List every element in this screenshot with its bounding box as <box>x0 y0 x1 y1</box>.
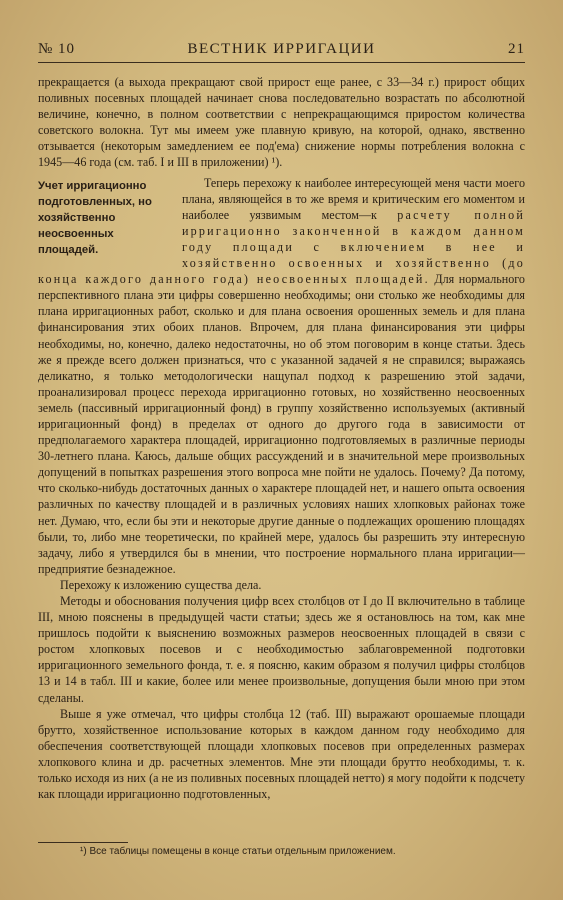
paragraph: Перехожу к изложению существа дела. <box>60 577 262 592</box>
paragraph-text: Теперь перехожу к наиболее интересующей меня части моего плана, являющейся в то же время и критическим его моментом и наиболее уязвимым местом—к <box>182 175 525 222</box>
spaced-emphasis-text: расчету полной ирригационно законченной в каждом данном году площади с включением в нее и хозяйственно освоенных и хозяйственно (до конца каждого данного года) неосвоенных площадей. <box>38 207 525 287</box>
marginal-heading: Учет ирригационно подготовленных, но хозяйственно неосвоенных площадей. <box>38 179 152 256</box>
paragraph-text: Для нормального перспективного плана эти цифры совершенно необходимы; они столько же необходимы для плана ирригационных работ, сколько и для плана освоения орошенных земель и для плана финансирования этих обоих планов. Впрочем, для плана финансирования эти цифры необходимы, но, конечно, далеко недостаточны, но об этом поговорим в конце статьи. Здесь же я прежде всего должен признаться, что с указанной задачей я не справился; выражаясь деликатно, я только методологически нащупал подход к разрешению этой задачи, проанализировал процесс перехода ирригационно готовых, но хозяйственно неосвоенных земель (пассивный ирригационный фонд) в группу хозяйственно используемых (активный ирригационный фонд) в пределах от одного до другого года в зависимости от предполагаемого характера площадей, ирригационно подготовляемых в различные периоды 30-летнего плана. Каюсь, дальше общих рассуждений и в значительной мере произвольных допущений в попытках разрешения этого вопроса мне пойти не удалось. Почему? Да потому, что сколько-нибудь достаточных данных о характере площадей нет, и нашего опыта освоения различных по качеству площадей и в различных условиях наших хлопковых районах тоже нет. Думаю, что, если бы эти и некоторые другие данные о подлежащих орошению площадях были, то, либо мне теоретически, по крайней мере, удалось бы разрешить эту интересную задачу, либо я утвердился бы в мнении, что построение нормального плана ирригации—предприятие безнадежное. <box>38 272 525 576</box>
journal-title: ВЕСТНИК ИРРИГАЦИИ <box>187 41 376 57</box>
footnote: ¹) Все таблицы помещены в конце статьи отдельным приложением. <box>80 846 396 857</box>
paragraph: Выше я уже отмечал, что цифры столбца 12 (таб. III) выражают орошаемые площади брутто, хозяйственное использование которых в каждом данном году необходимо для обеспечения соответствующей площади хлопковых посевов при определенных размерах хлопкового клина и др. расчетных элементов. Мне эти площади брутто необходимы, т. к. только исходя из них (а не из поливных посевных площадей нетто) я могу подойти к подсчету как площади ирригационно подготовленных, <box>38 706 525 802</box>
article-body <box>38 74 525 802</box>
issue-number: № 10 <box>38 41 76 57</box>
page-number: 21 <box>508 41 525 57</box>
paragraph: Методы и обоснования получения цифр всех столбцов от I до II включительно в таблице III, мною пояснены в предыдущей части статьи; здесь же я остановлюсь на том, как мне пришлось подойти к выяснению возможных размеров неосвоенных площадей в связи с ростом хлопковых посевов и с необходимостью заблаговременной подготовки ирригационного земельного фонда, т. е. я поясню, каким образом я получил цифры столбцов 13 и 14 в табл. III и какие, более или менее произвольные, допущения были мною при этом сделаны. <box>38 594 525 705</box>
paragraph: прекращается (а выхода прекращают свой прирост еще ранее, с 33—34 г.) прирост общих поливных посевных площадей начинает снова последовательно возрастать по абсолютной величине, конечно, в полном соответствии с непрекращающимся приростом количества советского волокна. Тут мы имеем уже плавную кривую, на которой, однако, явственно отзывается (некоторым замедлением ее под'ема) снижение нормы потребления волокна с 1945—46 года (см. таб. I и III в приложении) ¹). <box>38 75 525 170</box>
page-header <box>38 40 525 63</box>
footnote-rule <box>38 842 128 843</box>
